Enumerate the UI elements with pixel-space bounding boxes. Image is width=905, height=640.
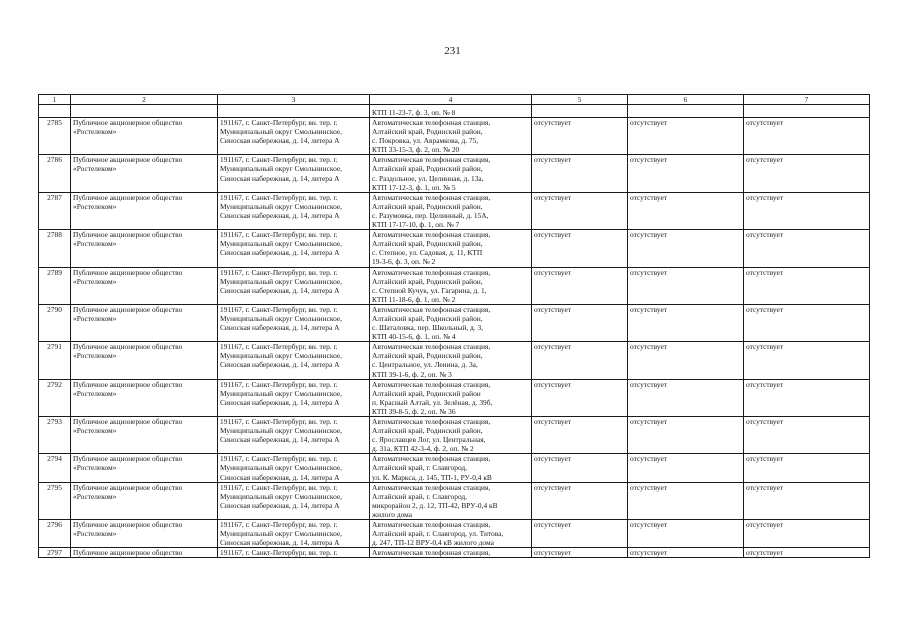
column-6-cell: отсутствует [628,482,744,519]
column-5-cell: отсутствует [532,482,628,519]
owner-cell: Публичное акционерное общество «Ростелеком» [71,417,218,454]
address-cell: 191167, г. Санкт-Петербург, вн. тер. г. Муниципальный округ Смольнинское, Синоская набережная, д. 14, литера А [218,379,370,416]
table-row [39,482,870,519]
column-number-row [39,95,870,105]
column-7-cell: отсутствует [744,304,870,341]
column-header: 1 [39,95,71,105]
object-cell: Автоматическая телефонная станция, Алтайский край, Родинский район, с. Разумовка, пер. Целинный, д. 15А, КТП 17-17-10, ф. 1, оп. № 7 [370,192,532,229]
column-5-cell: отсутствует [532,230,628,267]
registry-table [38,94,870,558]
column-6-cell: отсутствует [628,454,744,482]
row-number-cell: 2789 [39,267,71,304]
page-number: 231 [444,45,461,57]
column-5-cell: отсутствует [532,520,628,548]
address-cell: 191167, г. Санкт-Петербург, вн. тер. г. Муниципальный округ Смольнинское, Синоская набережная, д. 14, литера А [218,192,370,229]
table-row [39,304,870,341]
owner-cell: Публичное акционерное общество «Ростелеком» [71,454,218,482]
owner-cell: Публичное акционерное общество «Ростелеком» [71,267,218,304]
column-6-cell: отсутствует [628,155,744,192]
object-cell: Автоматическая телефонная станция, [370,548,532,558]
object-cell: Автоматическая телефонная станция, Алтайский край, Родинский район, с. Центральное, ул. Ленина, д. 3а, КТП 39-1-6, ф. 2, оп. № 3 [370,342,532,379]
column-header: 2 [71,95,218,105]
column-7-cell: отсутствует [744,482,870,519]
row-number-cell: 2795 [39,482,71,519]
object-cell: Автоматическая телефонная станция, Алтайский край, Родинский район, с. Степное, ул. Садовая, д. 11, КТП 19-3-6, ф. 3, оп. № 2 [370,230,532,267]
column-6-cell: отсутствует [628,379,744,416]
owner-cell: Публичное акционерное общество [71,548,218,558]
column-header: 5 [532,95,628,105]
table-row [39,230,870,267]
row-number-cell: 2794 [39,454,71,482]
address-cell: 191167, г. Санкт-Петербург, вн. тер. г. Муниципальный округ Смольнинское, Синоская набережная, д. 14, литера А [218,417,370,454]
object-cell: Автоматическая телефонная станция, Алтайский край, Родинский район п. Красный Алтай, ул. Зелёная, д. 39б, КТП 39-8-5, ф. 2, оп. № 36 [370,379,532,416]
row-number-cell: 2790 [39,304,71,341]
continuation-row [39,105,870,118]
owner-cell: Публичное акционерное общество «Ростелеком» [71,230,218,267]
address-cell: 191167, г. Санкт-Петербург, вн. тер. г. Муниципальный округ Смольнинское, Синоская набережная, д. 14, литера А [218,230,370,267]
address-cell: 191167, г. Санкт-Петербург, вн. тер. г. Муниципальный округ Смольнинское, Синоская набережная, д. 14, литера А [218,454,370,482]
table-row [39,379,870,416]
column-5-cell: отсутствует [532,379,628,416]
column-6-cell: отсутствует [628,192,744,229]
column-6-cell: отсутствует [628,267,744,304]
row-number-cell: 2786 [39,155,71,192]
table-row [39,548,870,558]
column-7-cell: отсутствует [744,118,870,155]
owner-cell: Публичное акционерное общество «Ростелеком» [71,342,218,379]
table-row [39,454,870,482]
owner-cell: Публичное акционерное общество «Ростелеком» [71,155,218,192]
row-number-cell: 2796 [39,520,71,548]
owner-cell: Публичное акционерное общество «Ростелеком» [71,192,218,229]
owner-cell: Публичное акционерное общество «Ростелеком» [71,118,218,155]
object-cell: Автоматическая телефонная станция, Алтайский край, Родинский район, с. Покровка, ул. Аврамкова, д. 75, КТП 33-15-3, ф. 2, оп. № 20 [370,118,532,155]
column-header: 6 [628,95,744,105]
row-number-cell: 2797 [39,548,71,558]
owner-cell: Публичное акционерное общество «Ростелеком» [71,379,218,416]
object-cell: Автоматическая телефонная станция, Алтайский край, г. Славгород, микрорайон 2, д. 12, ТП-42, ВРУ-0,4 кВ жилого дома [370,482,532,519]
owner-cell: Публичное акционерное общество «Ростелеком» [71,304,218,341]
address-cell: 191167, г. Санкт-Петербург, вн. тер. г. Муниципальный округ Смольнинское, Синоская набережная, д. 14, литера А [218,304,370,341]
column-5-cell: отсутствует [532,192,628,229]
table-row [39,520,870,548]
column-6-cell: отсутствует [628,417,744,454]
column-6-cell: отсутствует [628,548,744,558]
column-5-cell: отсутствует [532,267,628,304]
column-7-cell: отсутствует [744,417,870,454]
column-header: 4 [370,95,532,105]
column-5-cell: отсутствует [532,304,628,341]
column-6-cell: отсутствует [628,342,744,379]
row-number-cell: 2787 [39,192,71,229]
column-5-cell: отсутствует [532,548,628,558]
address-cell: 191167, г. Санкт-Петербург, вн. тер. г. Муниципальный округ Смольнинское, Синоская набережная, д. 14, литера А [218,342,370,379]
object-cell: Автоматическая телефонная станция, Алтайский край, г. Славгород, ул. Титова, д. 247, ТП-12 ВРУ-0,4 кВ жилого дома [370,520,532,548]
continuation-cell: КТП 11-23-7, ф. 3, оп. № 8 [370,105,532,118]
column-5-cell: отсутствует [532,118,628,155]
row-number-cell: 2792 [39,379,71,416]
column-7-cell: отсутствует [744,192,870,229]
row-number-cell: 2788 [39,230,71,267]
table-row [39,118,870,155]
column-5-cell: отсутствует [532,155,628,192]
address-cell: 191167, г. Санкт-Петербург, вн. тер. г. Муниципальный округ Смольнинское, Синоская набережная, д. 14, литера А [218,155,370,192]
table-row [39,267,870,304]
column-7-cell: отсутствует [744,230,870,267]
column-6-cell: отсутствует [628,118,744,155]
table-row [39,342,870,379]
object-cell: Автоматическая телефонная станция, Алтайский край, Родинский район, с. Раздольное, ул. Целинная, д. 13а, КТП 17-12-3, ф. 1, оп. № 5 [370,155,532,192]
object-cell: Автоматическая телефонная станция, Алтайский край, Родинский район, с. Ярославцев Лог, ул. Центральная, д. 31а, КТП 42-3-4, ф. 2, оп. № 2 [370,417,532,454]
address-cell: 191167, г. Санкт-Петербург, вн. тер. г. Муниципальный округ Смольнинское, Синоская набережная, д. 14, литера А [218,520,370,548]
address-cell: 191167, г. Санкт-Петербург, вн. тер. г. [218,548,370,558]
object-cell: Автоматическая телефонная станция, Алтайский край, г. Славгород, ул. К. Маркса, д. 145, ТП-1, РУ-0,4 кВ [370,454,532,482]
column-5-cell: отсутствует [532,417,628,454]
column-5-cell: отсутствует [532,342,628,379]
column-7-cell: отсутствует [744,548,870,558]
object-cell: Автоматическая телефонная станция, Алтайский край, Родинский район, с. Степной Кучук, ул. Гагарина, д. 1, КТП 11-18-6, ф. 1, оп. № 2 [370,267,532,304]
row-number-cell: 2793 [39,417,71,454]
column-7-cell: отсутствует [744,155,870,192]
column-6-cell: отсутствует [628,304,744,341]
column-6-cell: отсутствует [628,230,744,267]
column-header: 7 [744,95,870,105]
owner-cell: Публичное акционерное общество «Ростелеком» [71,482,218,519]
column-7-cell: отсутствует [744,267,870,304]
address-cell: 191167, г. Санкт-Петербург, вн. тер. г. Муниципальный округ Смольнинское, Синоская набережная, д. 14, литера А [218,267,370,304]
object-cell: Автоматическая телефонная станция, Алтайский край, Родинский район, с. Шаталовка, пер. Школьный, д. 3, КТП 40-15-6, ф. 1, оп. № 4 [370,304,532,341]
address-cell: 191167, г. Санкт-Петербург, вн. тер. г. Муниципальный округ Смольнинское, Синоская набережная, д. 14, литера А [218,482,370,519]
column-7-cell: отсутствует [744,454,870,482]
row-number-cell: 2791 [39,342,71,379]
owner-cell: Публичное акционерное общество «Ростелеком» [71,520,218,548]
column-6-cell: отсутствует [628,520,744,548]
column-5-cell: отсутствует [532,454,628,482]
table-row [39,417,870,454]
address-cell: 191167, г. Санкт-Петербург, вн. тер. г. Муниципальный округ Смольнинское, Синоская набережная, д. 14, литера А [218,118,370,155]
table-body [39,105,870,558]
column-7-cell: отсутствует [744,342,870,379]
table-row [39,192,870,229]
column-7-cell: отсутствует [744,379,870,416]
column-header: 3 [218,95,370,105]
row-number-cell: 2785 [39,118,71,155]
column-7-cell: отсутствует [744,520,870,548]
table-row [39,155,870,192]
